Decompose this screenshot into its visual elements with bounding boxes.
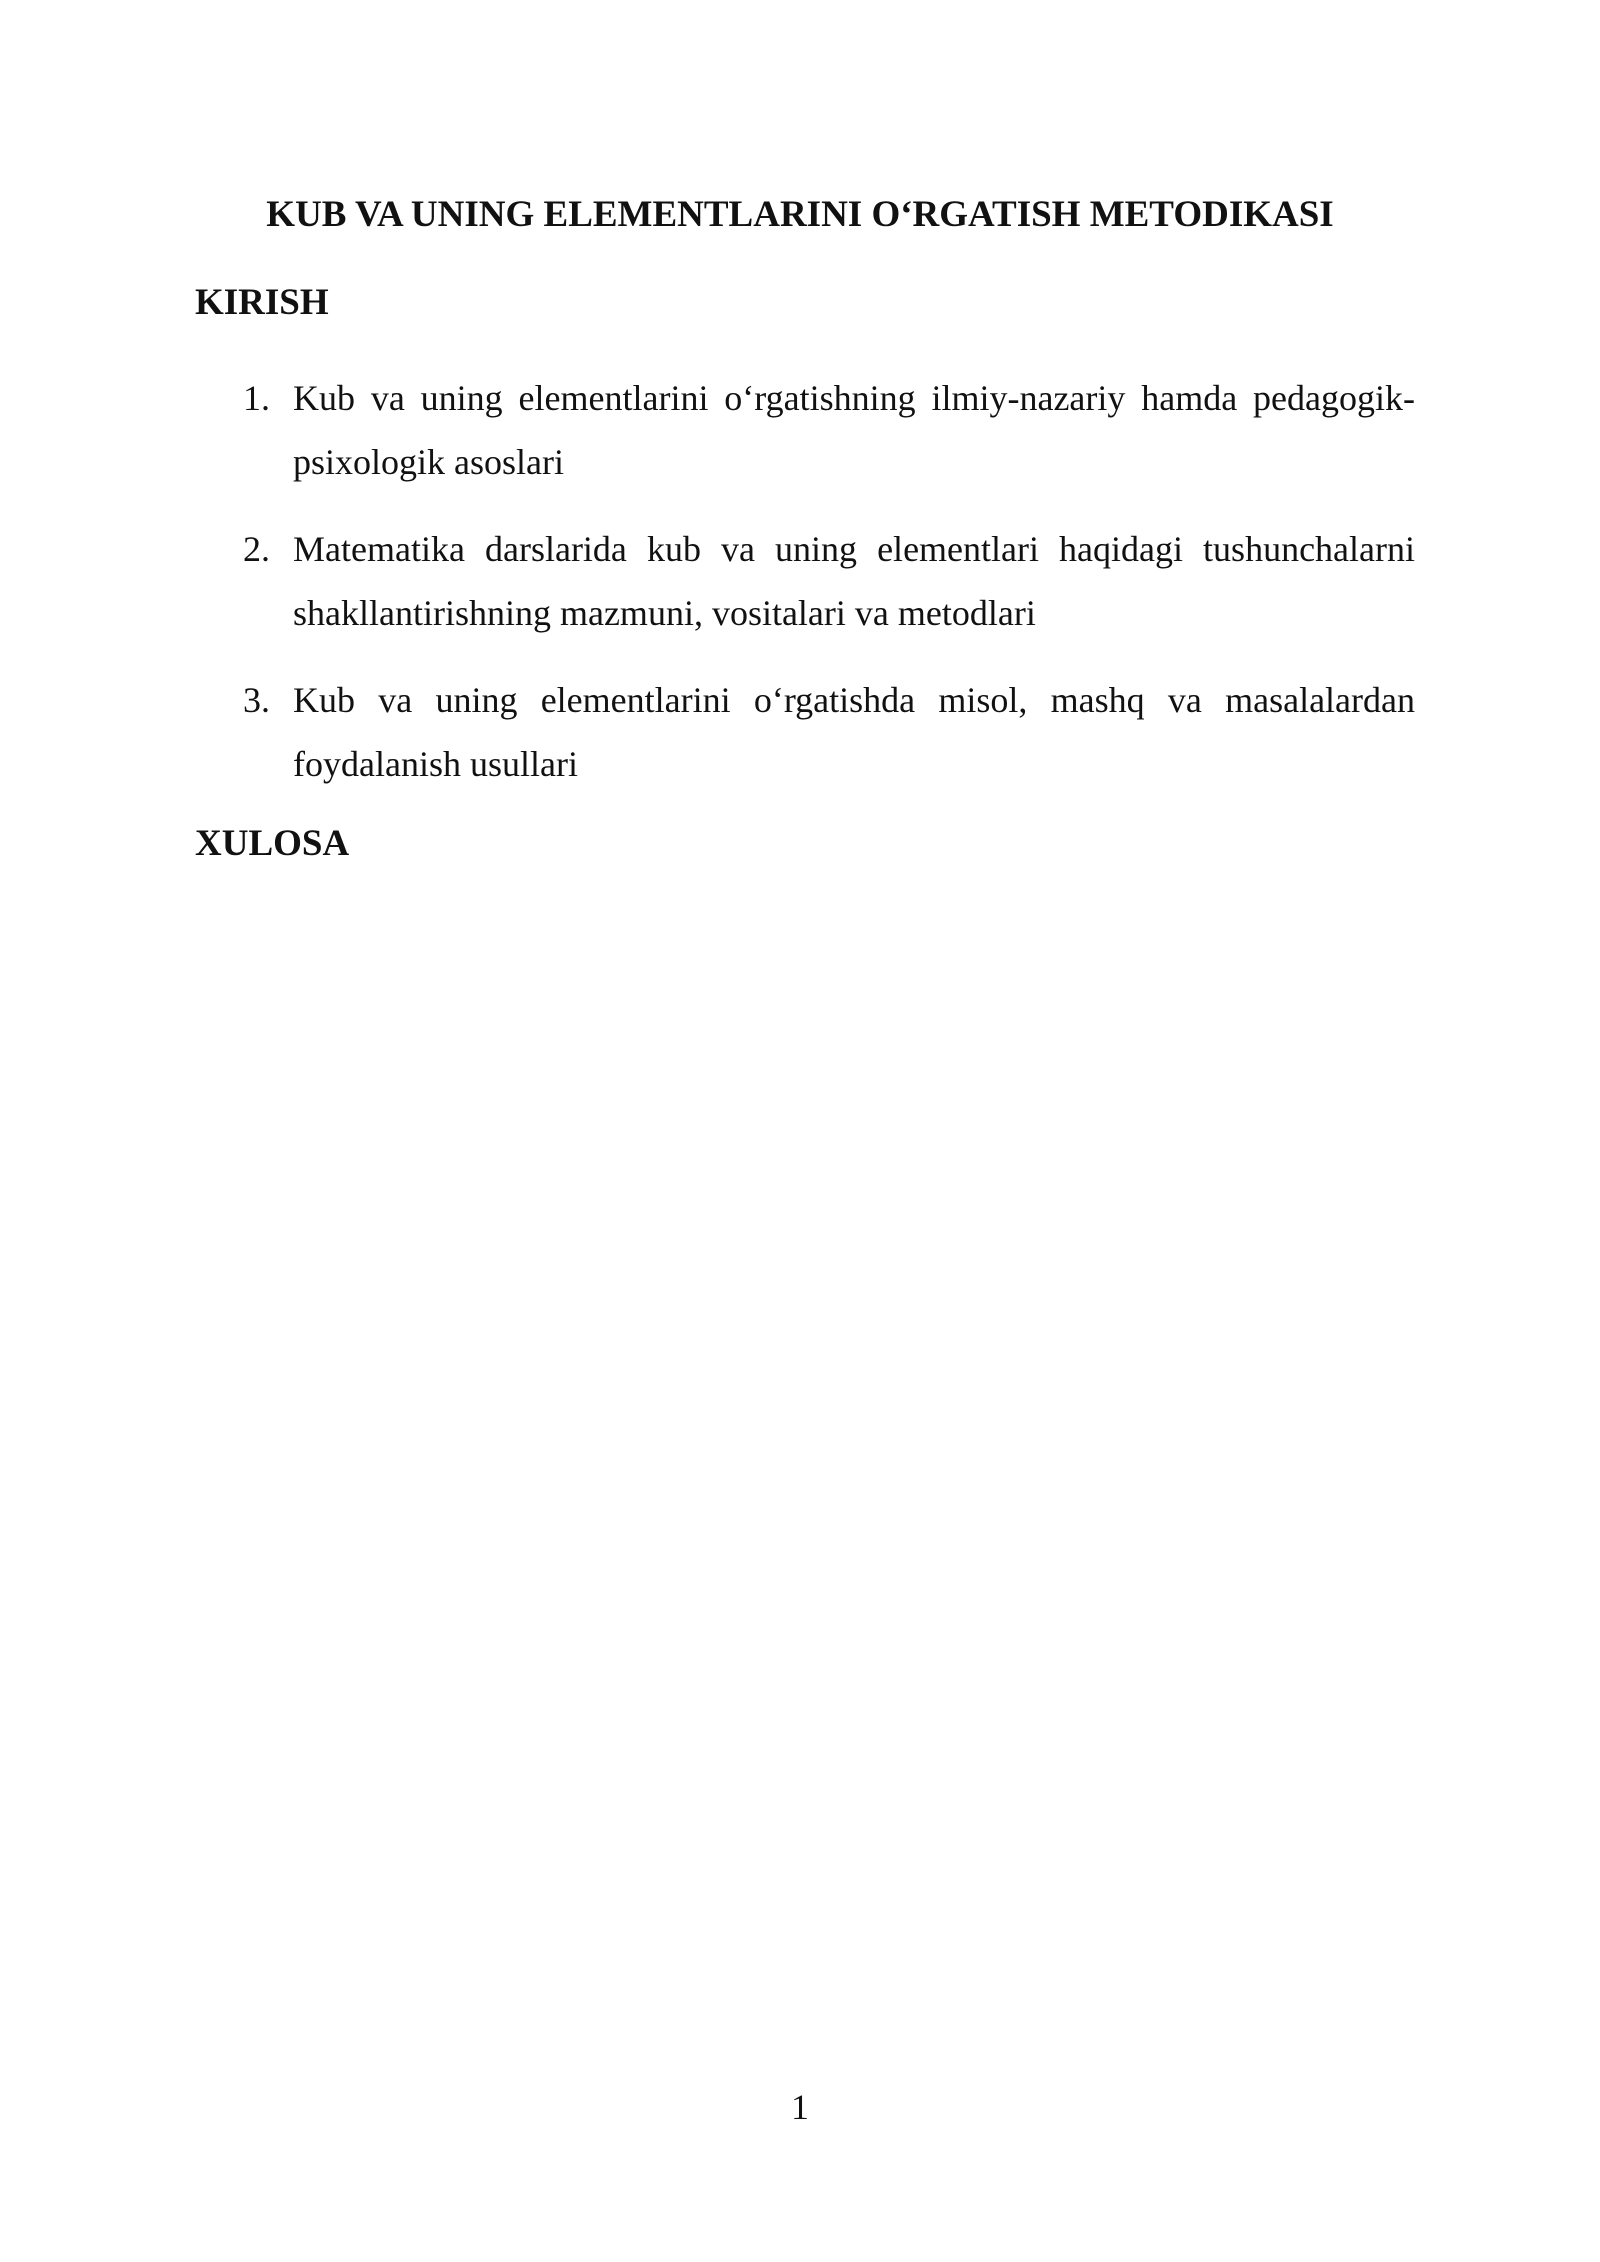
page-number: 1 bbox=[791, 2087, 809, 2127]
toc-item-number: 3. bbox=[243, 680, 270, 720]
table-of-contents bbox=[195, 366, 1415, 819]
toc-item-text: Kub va uning elementlarini o‘rgatishda misol, mashq va masalalardan foydalanish usullari bbox=[293, 680, 1415, 784]
toc-item-number: 1. bbox=[243, 378, 270, 418]
document-title: KUB VA UNING ELEMENTLARINI O‘RGATISH METODIKASI bbox=[266, 194, 1334, 235]
toc-item bbox=[195, 366, 1415, 494]
toc-item-text: Matematika darslarida kub va uning elementlari haqidagi tushunchalarni shakllantirishning mazmuni, vositalari va metodlari bbox=[293, 529, 1415, 633]
conclusion-heading: XULOSA bbox=[195, 823, 350, 864]
toc-item-text: Kub va uning elementlarini o‘rgatishning ilmiy-nazariy hamda pedagogik-psixologik asoslari bbox=[293, 378, 1415, 482]
toc-item bbox=[195, 517, 1415, 645]
toc-item-number: 2. bbox=[243, 529, 270, 569]
intro-heading: KIRISH bbox=[195, 282, 329, 323]
toc-item bbox=[195, 668, 1415, 796]
